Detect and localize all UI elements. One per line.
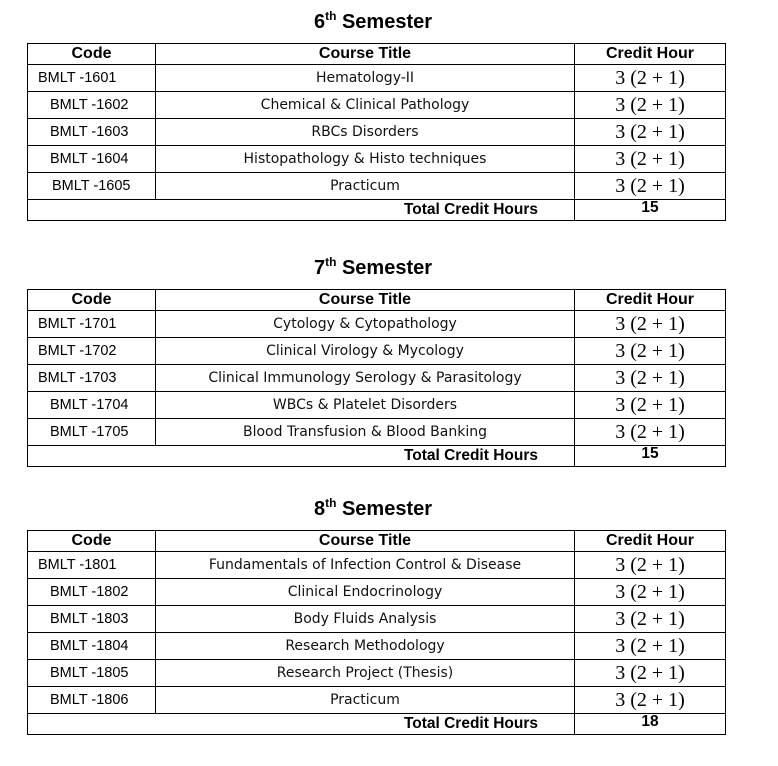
- course-code: BMLT -1605: [28, 173, 156, 200]
- total-credit-label: Total Credit Hours: [28, 200, 575, 221]
- course-code: BMLT -1702: [28, 338, 156, 365]
- table-row: [28, 633, 726, 660]
- total-credit-label: Total Credit Hours: [28, 714, 575, 735]
- table-header-row: [28, 290, 726, 311]
- course-title: Cytology & Cytopathology: [156, 311, 575, 338]
- credit-hour: 3 (2 + 1): [575, 419, 726, 446]
- header-credit-hour: Credit Hour: [575, 290, 726, 311]
- semester-6-suffix: th: [325, 9, 337, 23]
- course-title: Research Project (Thesis): [156, 660, 575, 687]
- course-code: BMLT -1802: [28, 579, 156, 606]
- credit-hour: 3 (2 + 1): [575, 552, 726, 579]
- course-title: Practicum: [156, 687, 575, 714]
- credit-hour: 3 (2 + 1): [575, 392, 726, 419]
- semester-6-table: [27, 43, 726, 221]
- table-row: [28, 606, 726, 633]
- course-code: BMLT -1801: [28, 552, 156, 579]
- header-code: Code: [28, 290, 156, 311]
- total-row: [28, 714, 726, 735]
- table-row: [28, 552, 726, 579]
- course-code: BMLT -1705: [28, 419, 156, 446]
- course-title: Fundamentals of Infection Control & Disease: [156, 552, 575, 579]
- course-code: BMLT -1703: [28, 365, 156, 392]
- course-title: Clinical Virology & Mycology: [156, 338, 575, 365]
- credit-hour: 3 (2 + 1): [575, 660, 726, 687]
- semester-8-heading: [0, 491, 746, 521]
- course-title: Research Methodology: [156, 633, 575, 660]
- semester-7-ordinal: 7: [313, 257, 326, 279]
- table-row: [28, 119, 726, 146]
- credit-hour: 3 (2 + 1): [575, 311, 726, 338]
- total-row: [28, 200, 726, 221]
- table-row: [28, 687, 726, 714]
- header-code: Code: [28, 531, 156, 552]
- semester-8-suffix: th: [325, 496, 337, 510]
- table-row: [28, 92, 726, 119]
- header-credit-hour: Credit Hour: [575, 44, 726, 65]
- semester-7-table: [27, 289, 726, 467]
- course-code: BMLT -1806: [28, 687, 156, 714]
- total-credit-value: 15: [575, 200, 726, 221]
- course-title: WBCs & Platelet Disorders: [156, 392, 575, 419]
- semester-6-ordinal: 6: [313, 11, 326, 33]
- header-course-title: Course Title: [156, 531, 575, 552]
- total-credit-value: 15: [575, 446, 726, 467]
- total-credit-value: 18: [575, 714, 726, 735]
- course-code: BMLT -1805: [28, 660, 156, 687]
- header-code: Code: [28, 44, 156, 65]
- credit-hour: 3 (2 + 1): [575, 365, 726, 392]
- course-title: Histopathology & Histo techniques: [156, 146, 575, 173]
- credit-hour: 3 (2 + 1): [575, 119, 726, 146]
- course-code: BMLT -1803: [28, 606, 156, 633]
- course-title: Body Fluids Analysis: [156, 606, 575, 633]
- credit-hour: 3 (2 + 1): [575, 687, 726, 714]
- credit-hour: 3 (2 + 1): [575, 173, 726, 200]
- course-title: Clinical Endocrinology: [156, 579, 575, 606]
- table-row: [28, 65, 726, 92]
- course-code: BMLT -1603: [28, 119, 156, 146]
- course-title: Blood Transfusion & Blood Banking: [156, 419, 575, 446]
- credit-hour: 3 (2 + 1): [575, 338, 726, 365]
- header-course-title: Course Title: [156, 44, 575, 65]
- semester-7-label: Semester: [341, 257, 433, 279]
- table-header-row: [28, 44, 726, 65]
- credit-hour: 3 (2 + 1): [575, 146, 726, 173]
- credit-hour: 3 (2 + 1): [575, 65, 726, 92]
- semester-7-heading: [0, 250, 746, 280]
- semester-8-table: [27, 530, 726, 735]
- semester-7-suffix: th: [325, 255, 337, 269]
- table-row: [28, 365, 726, 392]
- credit-hour: 3 (2 + 1): [575, 633, 726, 660]
- semester-6-heading: [0, 4, 746, 34]
- credit-hour: 3 (2 + 1): [575, 92, 726, 119]
- course-code: BMLT -1701: [28, 311, 156, 338]
- table-row: [28, 173, 726, 200]
- course-title: Chemical & Clinical Pathology: [156, 92, 575, 119]
- table-row: [28, 579, 726, 606]
- header-credit-hour: Credit Hour: [575, 531, 726, 552]
- course-code: BMLT -1602: [28, 92, 156, 119]
- table-row: [28, 419, 726, 446]
- semester-8-label: Semester: [341, 498, 433, 520]
- credit-hour: 3 (2 + 1): [575, 579, 726, 606]
- table-header-row: [28, 531, 726, 552]
- table-row: [28, 146, 726, 173]
- semester-8-ordinal: 8: [313, 498, 326, 520]
- credit-hour: 3 (2 + 1): [575, 606, 726, 633]
- course-title: Clinical Immunology Serology & Parasitology: [156, 365, 575, 392]
- course-title: RBCs Disorders: [156, 119, 575, 146]
- table-row: [28, 392, 726, 419]
- course-title: Hematology-II: [156, 65, 575, 92]
- semester-6-label: Semester: [341, 11, 433, 33]
- total-row: [28, 446, 726, 467]
- course-code: BMLT -1704: [28, 392, 156, 419]
- table-row: [28, 338, 726, 365]
- course-code: BMLT -1604: [28, 146, 156, 173]
- total-credit-label: Total Credit Hours: [28, 446, 575, 467]
- table-row: [28, 311, 726, 338]
- course-code: BMLT -1601: [28, 65, 156, 92]
- header-course-title: Course Title: [156, 290, 575, 311]
- course-title: Practicum: [156, 173, 575, 200]
- table-row: [28, 660, 726, 687]
- course-code: BMLT -1804: [28, 633, 156, 660]
